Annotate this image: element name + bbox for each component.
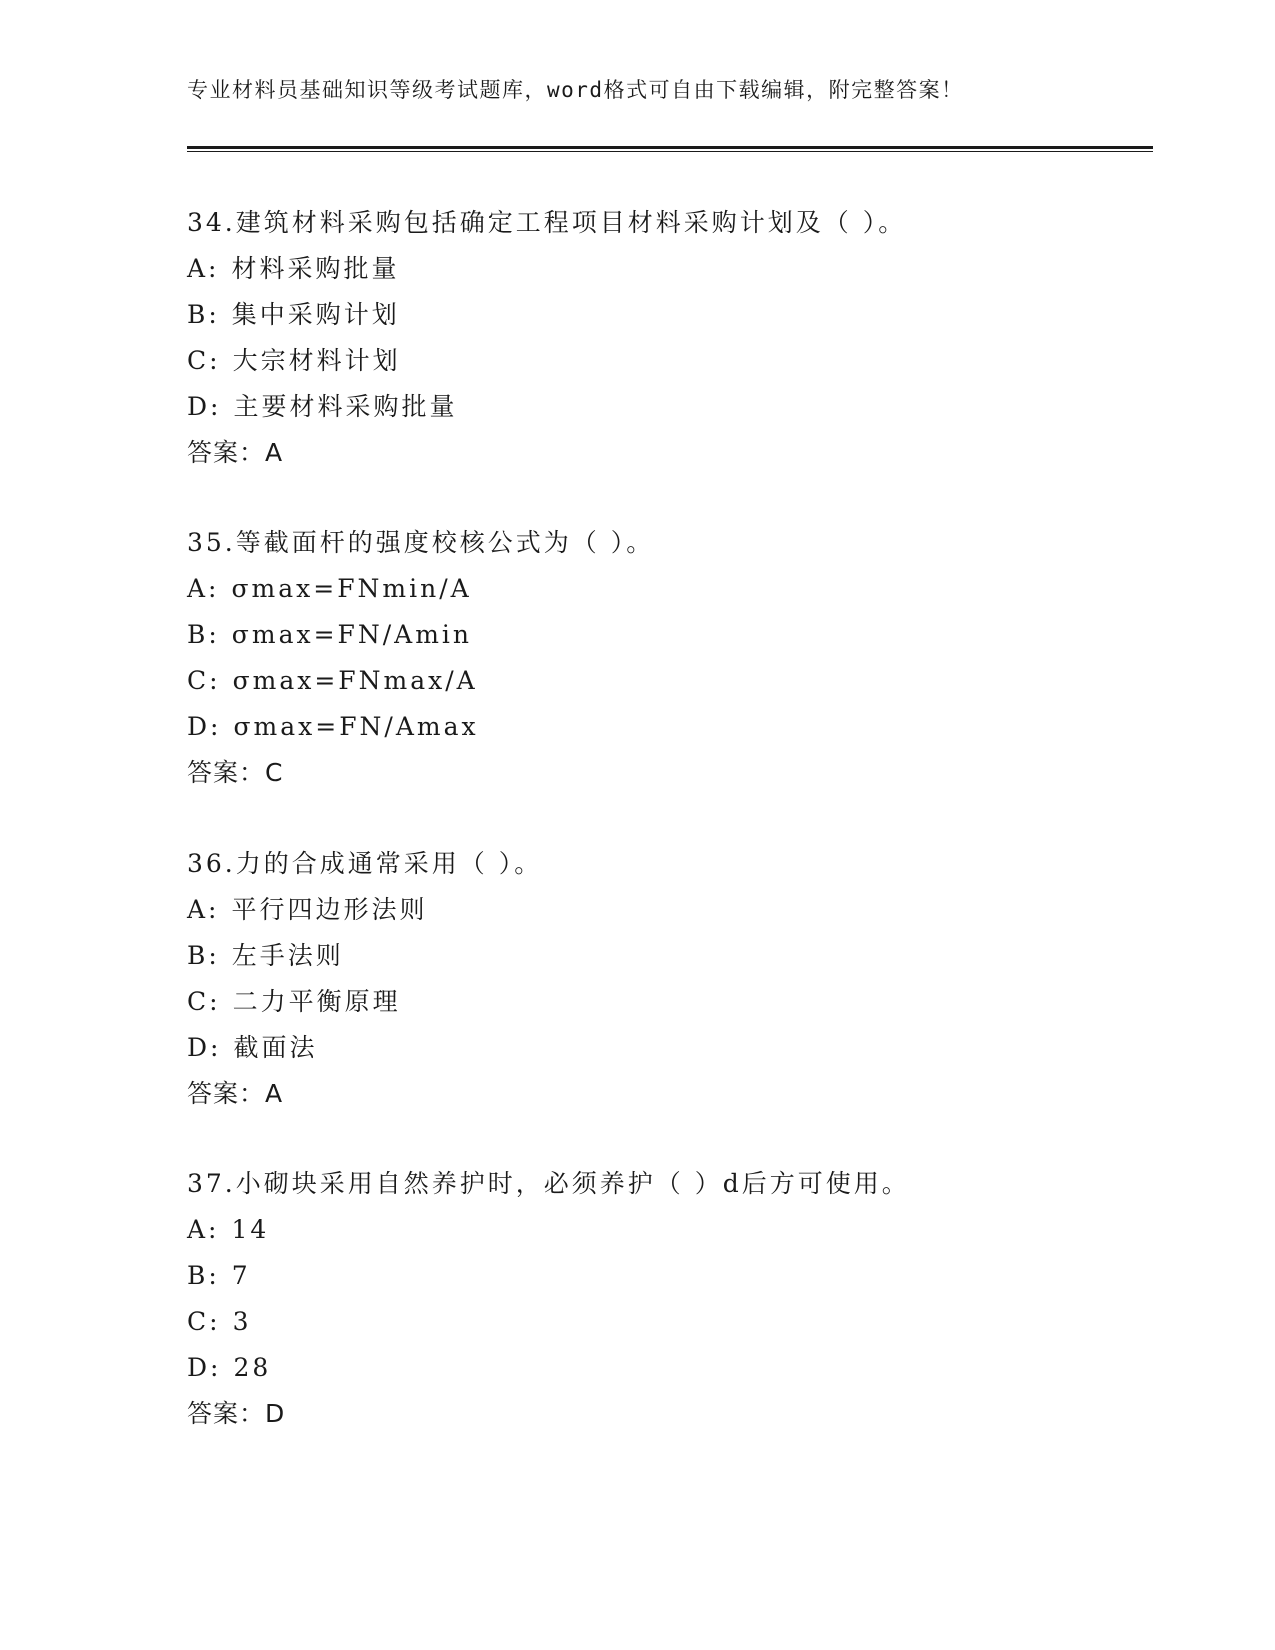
option-label: C: [187, 1307, 221, 1336]
option-c [187, 1299, 1153, 1345]
option-a [187, 566, 1153, 612]
option-label: A: [187, 1215, 220, 1244]
option-label: C: [187, 666, 221, 695]
option-text: σmax=FN/Amin [231, 620, 473, 649]
option-label: D: [187, 1033, 222, 1062]
question-stem: 35.等截面杆的强度校核公式为（ ）。 [187, 528, 655, 557]
option-text: σmax=FN/Amax [233, 712, 479, 741]
option-label: B: [187, 620, 220, 649]
option-text: 大宗材料计划 [232, 346, 401, 375]
option-text: σmax=FNmax/A [232, 666, 478, 695]
option-label: B: [187, 1261, 220, 1290]
option-text: 集中采购计划 [231, 300, 400, 329]
option-label: A: [187, 574, 220, 603]
option-label: B: [187, 300, 220, 329]
option-a [187, 887, 1153, 933]
option-b [187, 933, 1153, 979]
option-b [187, 292, 1153, 338]
answer-line: 答案：C [187, 758, 284, 787]
option-d [187, 1345, 1153, 1391]
option-c [187, 658, 1153, 704]
answer-line: 答案：A [187, 438, 284, 467]
option-c [187, 338, 1153, 384]
question-stem: 36.力的合成通常采用（ ）。 [187, 849, 543, 878]
header-rule-thin [187, 151, 1153, 152]
option-a [187, 246, 1153, 292]
option-text: 3 [232, 1307, 252, 1336]
option-label: D: [187, 392, 222, 421]
option-label: D: [187, 1353, 222, 1382]
option-d [187, 704, 1153, 750]
option-text: 平行四边形法则 [231, 895, 428, 924]
option-label: C: [187, 346, 221, 375]
option-label: D: [187, 712, 222, 741]
option-text: 7 [231, 1261, 251, 1290]
question-stem: 34.建筑材料采购包括确定工程项目材料采购计划及（ ）。 [187, 208, 907, 237]
question-34 [187, 200, 1153, 476]
header-rule-thick [187, 146, 1153, 149]
option-label: B: [187, 941, 220, 970]
option-b [187, 1253, 1153, 1299]
option-text: 左手法则 [231, 941, 344, 970]
option-text: 截面法 [233, 1033, 318, 1062]
question-36 [187, 841, 1153, 1117]
option-d [187, 384, 1153, 430]
option-label: A: [187, 895, 220, 924]
option-text: 主要材料采购批量 [233, 392, 458, 421]
option-d [187, 1025, 1153, 1071]
option-a [187, 1207, 1153, 1253]
option-text: σmax=FNmin/A [231, 574, 472, 603]
option-label: A: [187, 254, 220, 283]
option-text: 28 [233, 1353, 272, 1382]
option-label: C: [187, 987, 221, 1016]
option-text: 二力平衡原理 [232, 987, 401, 1016]
option-b [187, 612, 1153, 658]
option-text: 14 [231, 1215, 270, 1244]
answer-line: 答案：D [187, 1399, 286, 1428]
question-37 [187, 1161, 1153, 1437]
answer-line: 答案：A [187, 1079, 284, 1108]
option-c [187, 979, 1153, 1025]
option-text: 材料采购批量 [231, 254, 400, 283]
question-stem: 37.小砌块采用自然养护时，必须养护（ ）d后方可使用。 [187, 1169, 910, 1198]
question-35 [187, 520, 1153, 796]
header-text: 专业材料员基础知识等级考试题库，word格式可自由下载编辑，附完整答案！ [187, 78, 964, 102]
